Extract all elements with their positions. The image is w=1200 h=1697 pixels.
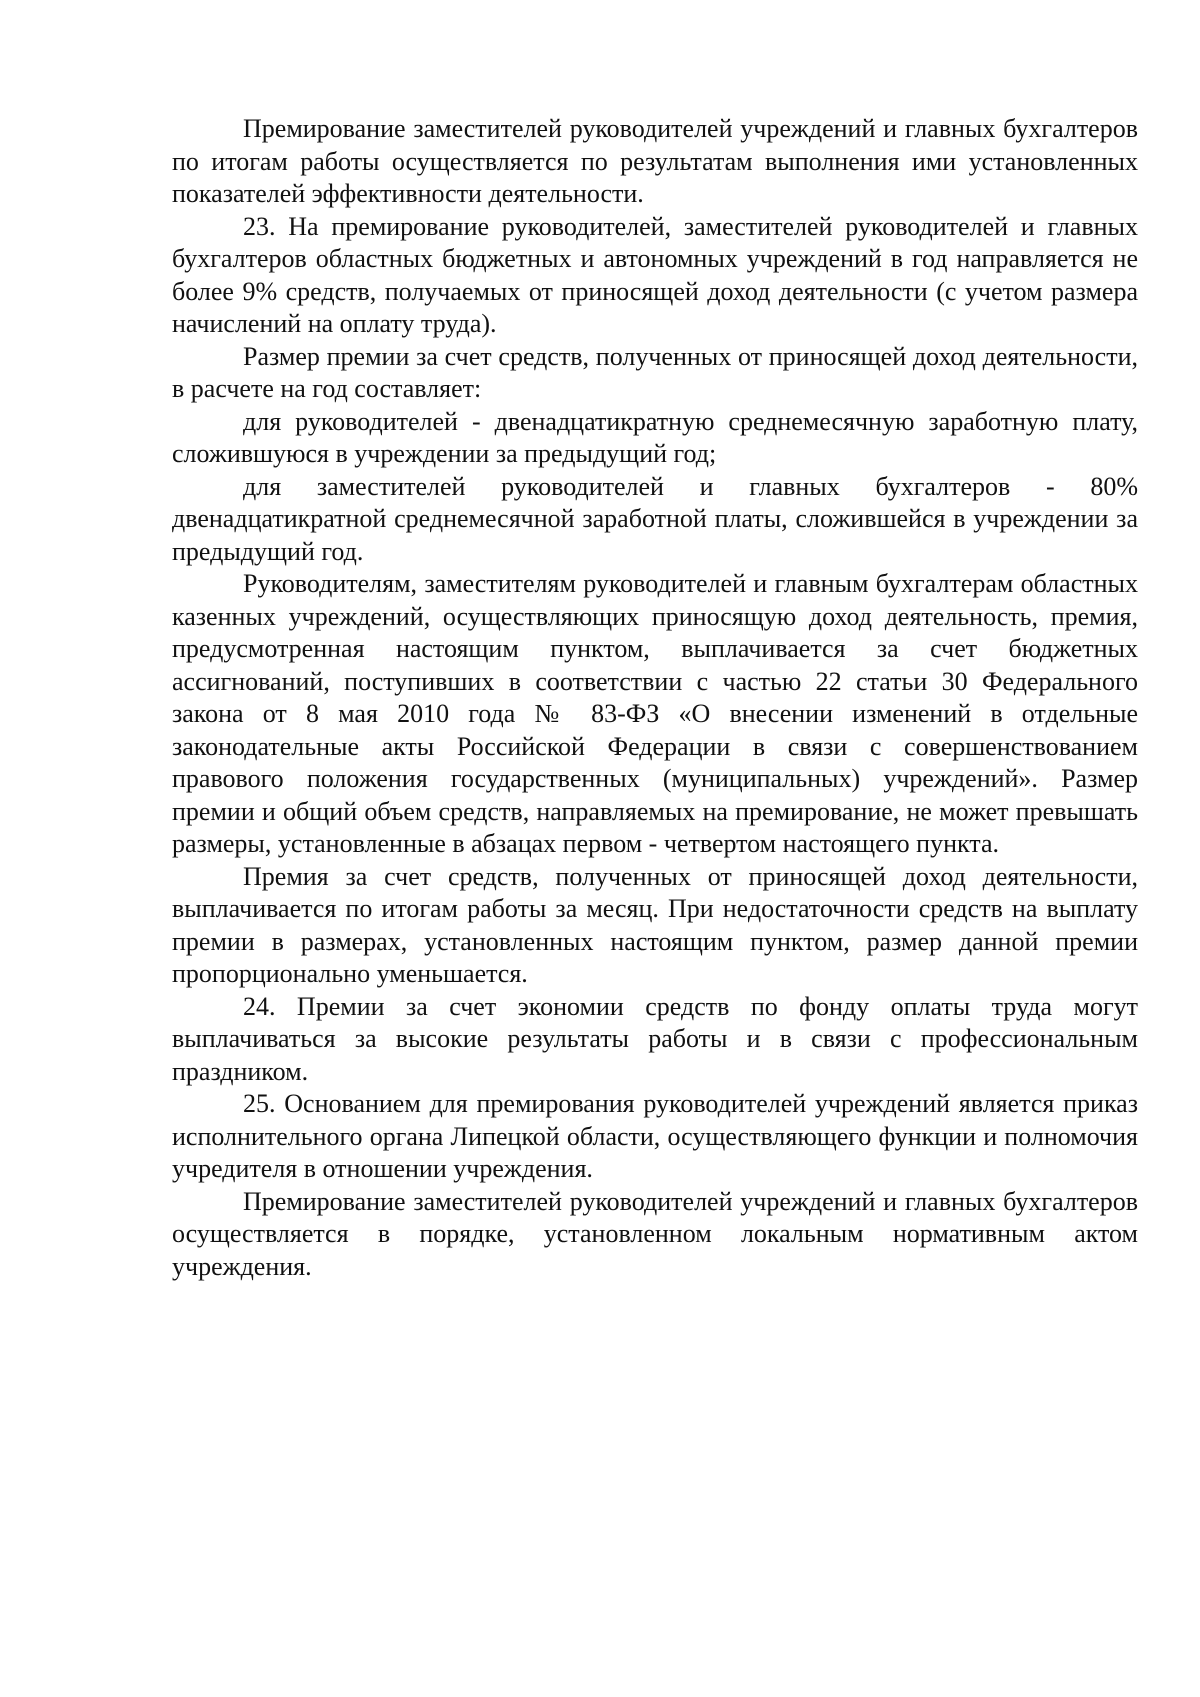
paragraph-bonus-procedure: Премирование заместителей руководителей учреждений и главных бухгалтеров осуществляется в порядке, установленном локальным нормативным актом учреждения. <box>172 1186 1138 1281</box>
paragraph-item-23: 23. На премирование руководителей, заместителей руководителей и главных бухгалтеров областных бюджетных и автономных учреждений в год направляется не более 9% средств, получаемых от приносящей доход деятельности (с учетом размера начислений на оплату труда). <box>172 211 1138 338</box>
paragraph-bonus-size: Размер премии за счет средств, полученных от приносящей доход деятельности, в расчете на год составляет: <box>172 341 1138 403</box>
paragraph-monthly-bonus: Премия за счет средств, полученных от приносящей доход деятельности, выплачивается по итогам работы за месяц. При недостаточности средств на выплату премии в размерах, установленных настоящим пунктом, размер данной премии пропорционально уменьшается. <box>172 861 1138 988</box>
paragraph-bonus-deputies-performance: Премирование заместителей руководителей учреждений и главных бухгалтеров по итогам работы осуществляется по результатам выполнения ими установленных показателей эффективности деятельности. <box>172 114 1138 208</box>
paragraph-bonus-deputies: для заместителей руководителей и главных бухгалтеров - 80% двенадцатикратной среднемесячной заработной платы, сложившейся в учреждении за предыдущий год. <box>172 471 1138 566</box>
paragraph-bonus-heads: для руководителей - двенадцатикратную среднемесячную заработную плату, сложившуюся в учреждении за предыдущий год; <box>172 406 1138 468</box>
paragraph-item-25: 25. Основанием для премирования руководителей учреждений является приказ исполнительного органа Липецкой области, осуществляющего функции и полномочия учредителя в отношении учреждения. <box>172 1089 1138 1183</box>
paragraph-item-24: 24. Премии за счет экономии средств по фонду оплаты труда могут выплачиваться за высокие результаты работы и в связи с профессиональным праздником. <box>172 991 1138 1086</box>
document-body <box>172 113 1138 1283</box>
paragraph-state-institutions: Руководителям, заместителям руководителей и главным бухгалтерам областных казенных учреждений, осуществляющих приносящую доход деятельность, премия, предусмотренная настоящим пунктом, выплачивается за счет бюджетных ассигнований, поступивших в соответствии с частью 22 статьи 30 Федерального закона от 8 мая 2010 года № 83-ФЗ «О внесении изменений в отдельные законодательные акты Российской Федерации в связи с совершенствованием правового положения государственных (муниципальных) учреждений». Размер премии и общий объем средств, направляемых на премирование, не может превышать размеры, установленные в абзацах первом - четвертом настоящего пункта. <box>172 569 1138 858</box>
